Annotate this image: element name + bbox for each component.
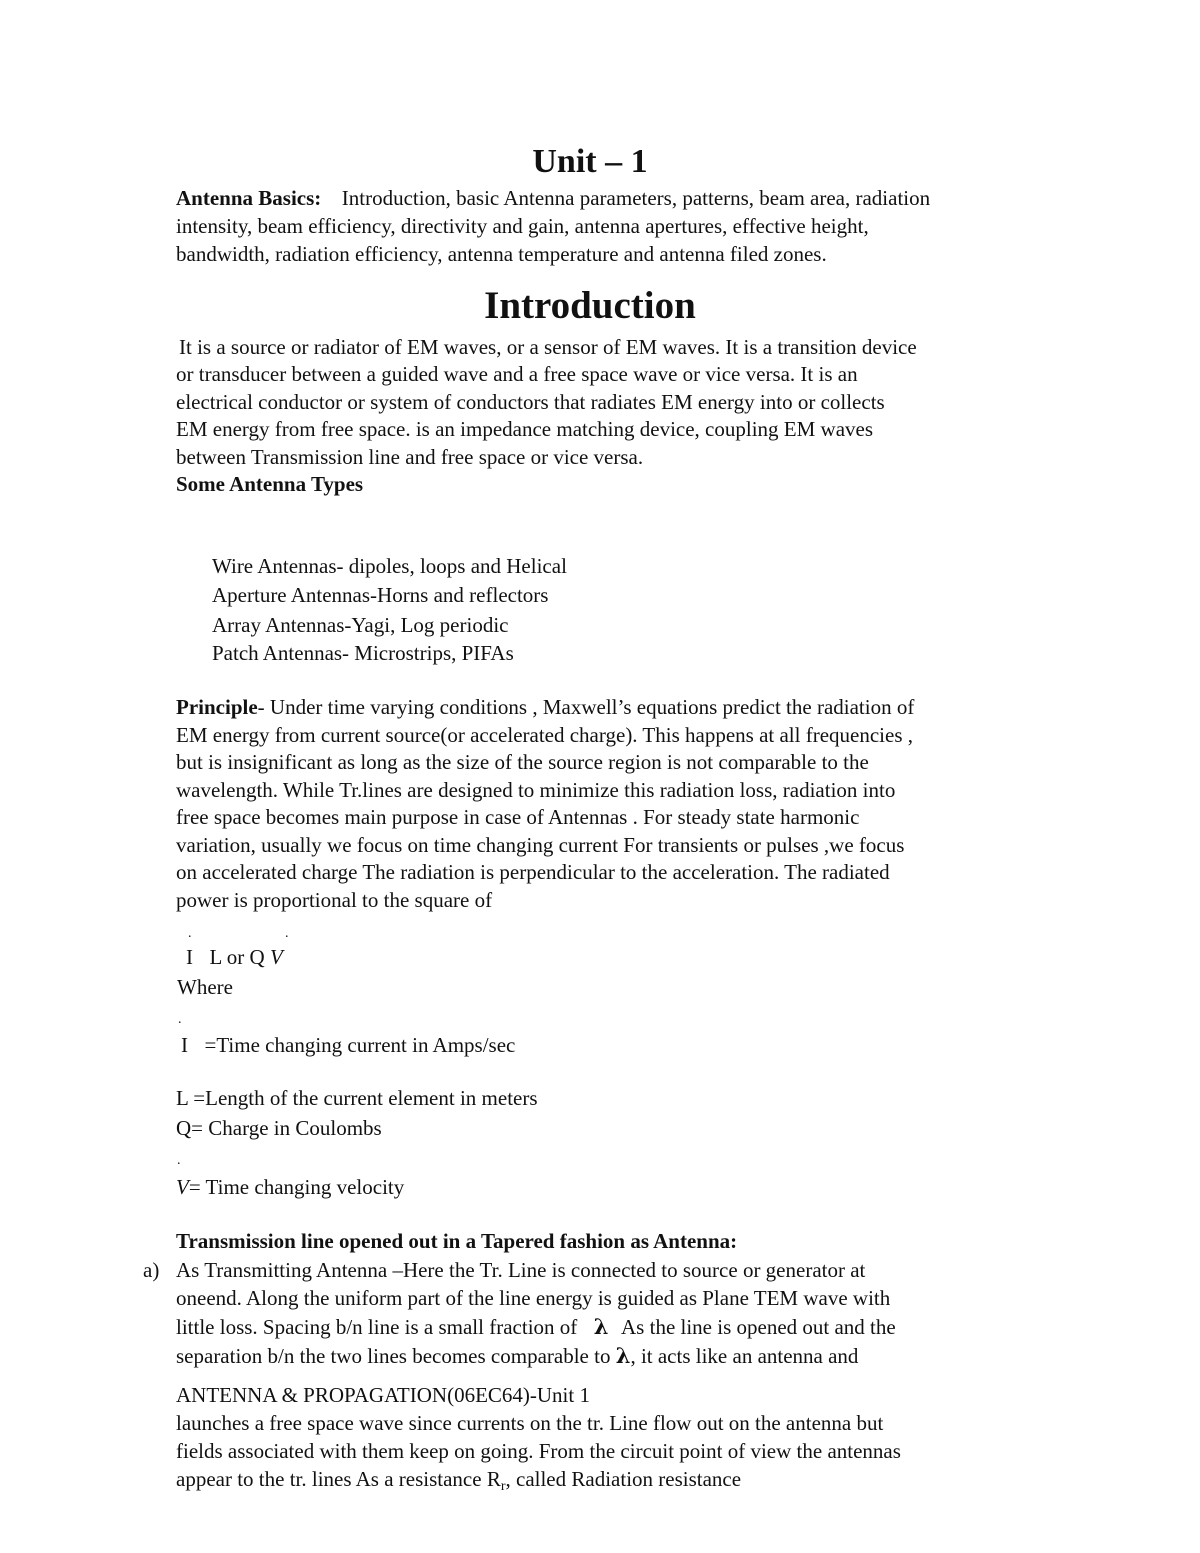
- intro-line-4: EM energy from free space. is an impedance matching device, coupling EM waves: [176, 417, 874, 441]
- principle-line-2: EM energy from current source(or accelerated charge). This happens at all frequencies ,: [176, 723, 913, 747]
- antenna-basics-line-2: intensity, beam efficiency, directivity and gain, antenna apertures, effective height,: [176, 214, 869, 238]
- transmission-line-4-b: , it acts like an antenna and: [630, 1344, 859, 1368]
- intro-line-1: It is a source or radiator of EM waves, or a sensor of EM waves. It is a transition device: [179, 335, 917, 359]
- def-i-line: [181, 1035, 515, 1056]
- formula-dot-i: .: [188, 926, 192, 941]
- transmission-line-2: oneend. Along the uniform part of the line energy is guided as Plane TEM wave with: [176, 1286, 891, 1310]
- transmission-heading: Transmission line opened out in a Tapered fashion as Antenna:: [176, 1229, 738, 1253]
- principle-line-7: on accelerated charge The radiation is perpendicular to the acceleration. The radiated: [176, 860, 890, 884]
- principle-line-4: wavelength. While Tr.lines are designed to minimize this radiation loss, radiation into: [176, 778, 896, 802]
- transmission-line-4: [176, 1345, 858, 1367]
- continuation-line-1: launches a free space wave since currents on the tr. Line flow out on the antenna but: [176, 1411, 884, 1435]
- def-v-dot: .: [177, 1153, 181, 1168]
- list-marker-a: a): [143, 1258, 160, 1282]
- transmission-line-3-b: As the line is opened out and the: [621, 1315, 896, 1339]
- principle-label: Principle: [176, 695, 258, 719]
- def-i-dot: .: [178, 1012, 182, 1027]
- def-i-text: =Time changing current in Amps/sec: [204, 1033, 516, 1057]
- antenna-type-item: Aperture Antennas-Horns and reflectors: [212, 583, 549, 607]
- antenna-basics-text: Introduction, basic Antenna parameters, patterns, beam area, radiation: [341, 186, 931, 210]
- def-v-symbol: V: [176, 1175, 189, 1199]
- formula-dot-v: .: [285, 926, 289, 941]
- def-v-text: = Time changing velocity: [188, 1175, 405, 1199]
- principle-line-6: variation, usually we focus on time changing current For transients or pulses ,we focus: [176, 833, 905, 857]
- transmission-line-3: [176, 1316, 896, 1338]
- antenna-type-item: Patch Antennas- Microstrips, PIFAs: [212, 641, 514, 665]
- formula-line: [186, 947, 283, 968]
- intro-line-3: electrical conductor or system of conductors that radiates EM energy into or collects: [176, 390, 885, 414]
- antenna-type-item: Array Antennas-Yagi, Log periodic: [212, 613, 509, 637]
- introduction-heading: Introduction: [484, 284, 696, 327]
- principle-line-3: but is insignificant as long as the size of the source region is not comparable to the: [176, 750, 869, 774]
- page-title: Unit – 1: [532, 143, 648, 180]
- intro-line-2: or transducer between a guided wave and a free space wave or vice versa. It is an: [176, 362, 858, 386]
- continuation-line-3: [176, 1469, 741, 1494]
- course-footer-line: ANTENNA & PROPAGATION(06EC64)-Unit 1: [176, 1383, 590, 1407]
- antenna-basics-line-3: bandwidth, radiation efficiency, antenna temperature and antenna filed zones.: [176, 242, 827, 266]
- lambda-symbol: λ: [593, 1314, 609, 1339]
- continuation-line-3-a: appear to the tr. lines As a resistance R: [176, 1467, 501, 1491]
- resistance-subscript: r: [500, 1479, 506, 1494]
- transmission-line-4-a: separation b/n the two lines becomes comparable to: [176, 1344, 611, 1368]
- continuation-line-2: fields associated with them keep on going. From the circuit point of view the antennas: [176, 1439, 901, 1463]
- principle-line-8: power is proportional to the square of: [176, 888, 493, 912]
- lambda-symbol: λ: [615, 1343, 631, 1368]
- formula-mid: L or Q: [209, 945, 265, 969]
- continuation-line-3-b: , called Radiation resistance: [505, 1467, 742, 1491]
- def-q-line: Q= Charge in Coulombs: [176, 1116, 382, 1140]
- intro-line-5: between Transmission line and free space or vice versa.: [176, 445, 644, 469]
- transmission-line-3-a: little loss. Spacing b/n line is a small fraction of: [176, 1315, 578, 1339]
- formula-i: I: [186, 945, 193, 969]
- antenna-types-heading: Some Antenna Types: [176, 472, 364, 496]
- principle-first-line: - Under time varying conditions , Maxwell’s equations predict the radiation of: [257, 695, 915, 719]
- transmission-line-1: As Transmitting Antenna –Here the Tr. Line is connected to source or generator at: [176, 1258, 866, 1282]
- where-label: Where: [177, 975, 233, 999]
- antenna-basics-line-1: [176, 188, 930, 209]
- def-v-line: [176, 1177, 404, 1198]
- formula-v: V: [269, 945, 283, 969]
- def-i-symbol: I: [181, 1033, 188, 1057]
- def-l-line: L =Length of the current element in meters: [176, 1086, 538, 1110]
- principle-line-1: [176, 697, 914, 718]
- antenna-basics-label: Antenna Basics:: [176, 186, 322, 210]
- antenna-type-item: Wire Antennas- dipoles, loops and Helical: [212, 554, 567, 578]
- principle-line-5: free space becomes main purpose in case of Antennas . For steady state harmonic: [176, 805, 860, 829]
